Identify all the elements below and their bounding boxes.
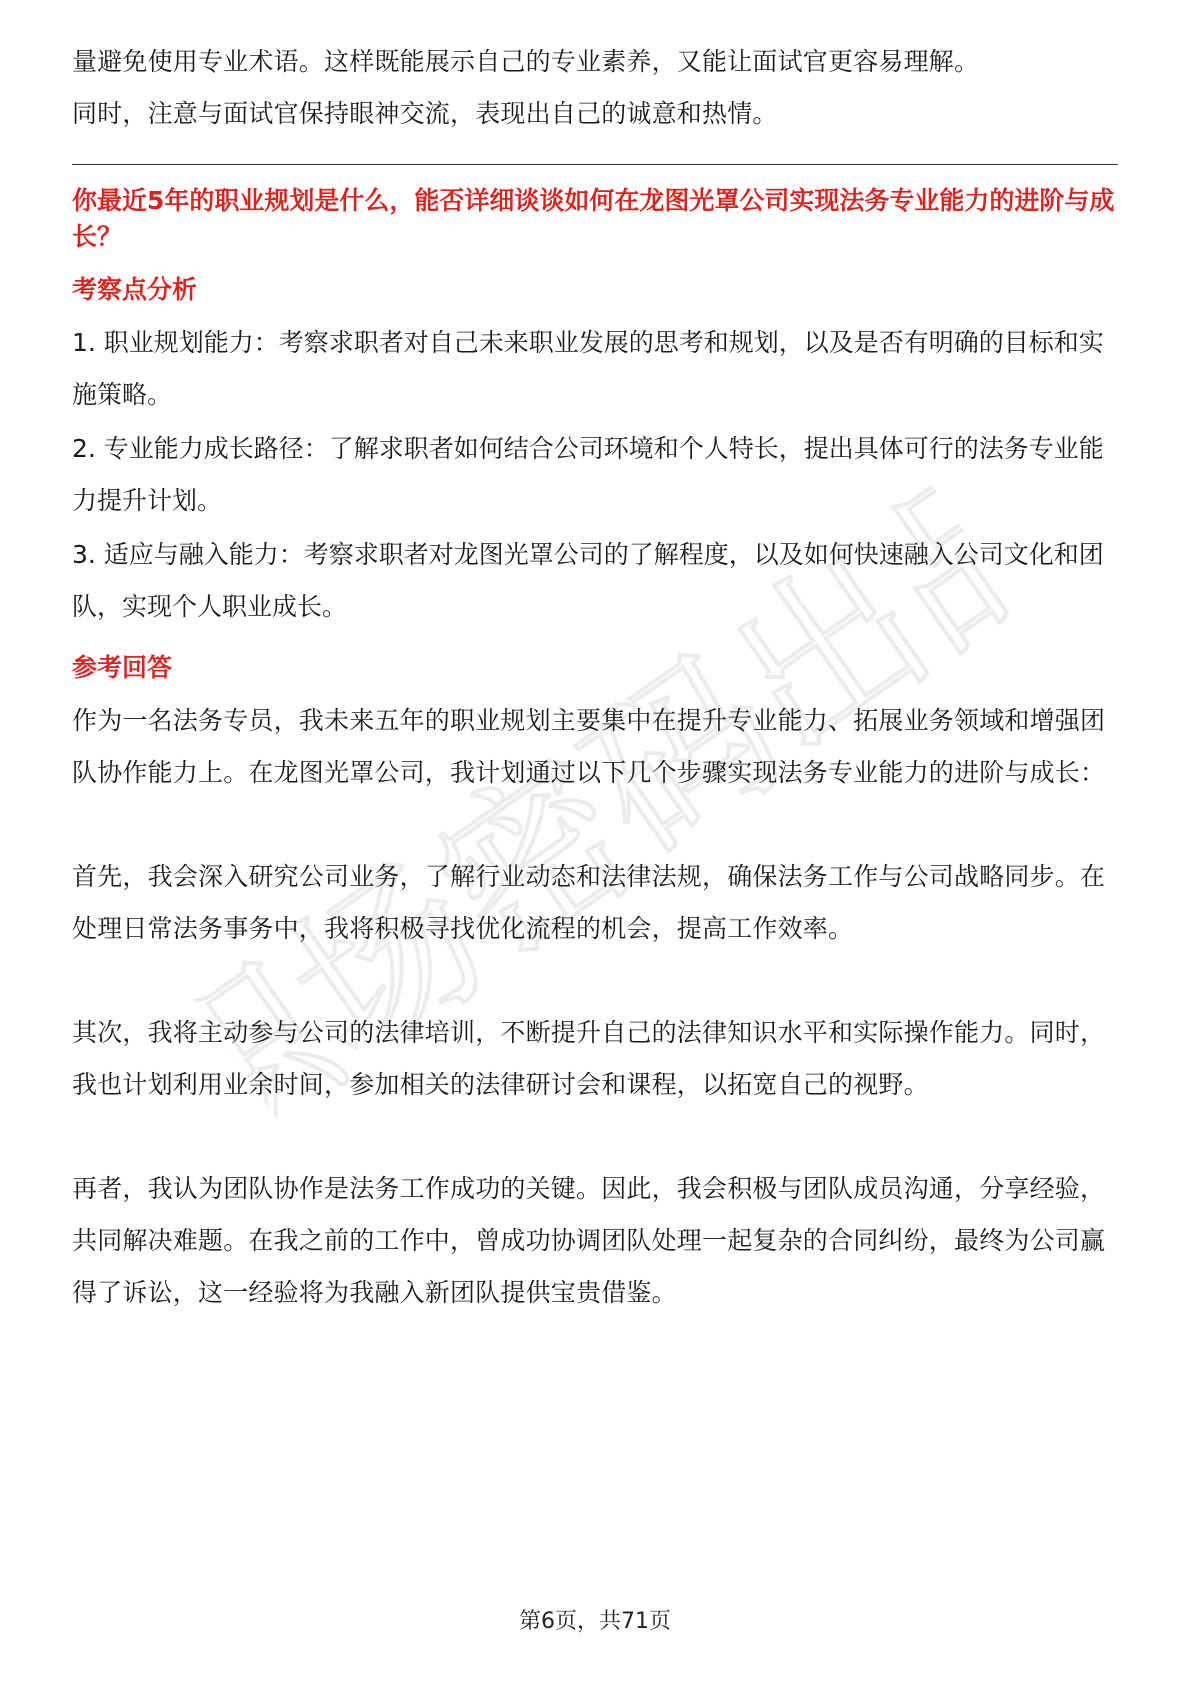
analysis-item-1: 1. 职业规划能力：考察求职者对自己未来职业发展的思考和规划，以及是否有明确的目标和实施策略。 (72, 328, 1104, 409)
watermark-text: 职场密码出品 (178, 461, 1042, 1159)
answer-heading: 参考回答 (72, 653, 173, 682)
section-divider (72, 164, 1118, 165)
intro-line-2: 同时，注意与面试官保持眼神交流，表现出自己的诚意和热情。 (72, 99, 778, 128)
document-page (72, 36, 1118, 1319)
analysis-item-2: 2. 专业能力成长路径：了解求职者如何结合公司环境和个人特长，提出具体可行的法务专业能力提升计划。 (72, 434, 1104, 515)
analysis-heading: 考察点分析 (72, 275, 198, 304)
page-footer: 第6页，共71页 (519, 1609, 671, 1634)
answer-paragraph-3: 其次，我将主动参与公司的法律培训，不断提升自己的法律知识水平和实际操作能力。同时，我也计划利用业余时间，参加相关的法律研讨会和课程，以拓宽自己的视野。 (72, 1018, 1106, 1099)
answer-paragraph-2: 首先，我会深入研究公司业务，了解行业动态和法律法规，确保法务工作与公司战略同步。在处理日常法务事务中，我将积极寻找优化流程的机会，提高工作效率。 (72, 862, 1106, 943)
answer-paragraph-4: 再者，我认为团队协作是法务工作成功的关键。因此，我会积极与团队成员沟通，分享经验，共同解决难题。在我之前的工作中，曾成功协调团队处理一起复杂的合同纠纷，最终为公司赢得了诉讼，这一经验将为我融入新团队提供宝贵借鉴。 (72, 1174, 1106, 1307)
analysis-item-3: 3. 适应与融入能力：考察求职者对龙图光罩公司的了解程度，以及如何快速融入公司文化和团队，实现个人职业成长。 (72, 540, 1104, 621)
intro-line-1: 量避免使用专业术语。这样既能展示自己的专业素养，又能让面试官更容易理解。 (72, 47, 980, 76)
answer-paragraph-1: 作为一名法务专员，我未来五年的职业规划主要集中在提升专业能力、拓展业务领域和增强团队协作能力上。在龙图光罩公司，我计划通过以下几个步骤实现法务专业能力的进阶与成长： (72, 706, 1106, 787)
interview-question: 你最近5年的职业规划是什么，能否详细谈谈如何在龙图光罩公司实现法务专业能力的进阶与成长？ (72, 186, 1115, 251)
